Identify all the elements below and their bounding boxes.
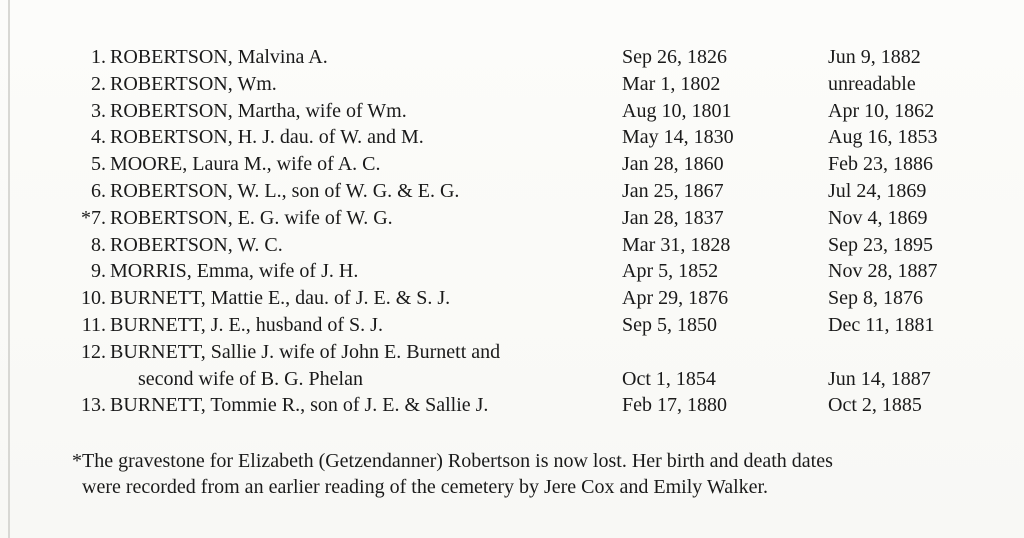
entry-name: ROBERTSON, E. G. wife of W. G. [110,206,393,229]
entry-number: *7. [81,206,106,229]
entry-birth-date: Jan 28, 1860 [622,153,724,176]
entry-death-date: Nov 4, 1869 [828,206,928,229]
footnote [72,448,972,500]
footnote-line-1: *The gravestone for Elizabeth (Getzendanner) Robertson is now lost. Her birth and death dates [72,450,833,472]
entry-number: 11. [81,313,106,336]
entry-number: 13. [81,394,106,417]
entry-birth-date: Sep 26, 1826 [622,46,727,68]
entry-birth-date: Apr 29, 1876 [622,287,729,310]
entry-name: ROBERTSON, Wm. [110,72,277,95]
entry-number: 3. [91,99,106,122]
entry-name: MOORE, Laura M., wife of A. C. [110,153,381,176]
entry-death-date: Nov 28, 1887 [828,260,938,283]
entry-name: MORRIS, Emma, wife of J. H. [110,260,359,283]
entry-death-date: Sep 23, 1895 [828,233,933,256]
list-item [0,205,1024,232]
entry-death-date: unreadable [828,72,916,95]
entry-name: ROBERTSON, W. C. [110,233,283,256]
list-item [0,339,1024,393]
list-item [0,232,1024,259]
entry-number: 6. [91,179,106,202]
entry-birth-date: Aug 10, 1801 [622,99,732,122]
entry-number: 4. [91,126,106,149]
entry-death-date: Oct 2, 1885 [828,394,922,417]
entry-name: BURNETT, Tommie R., son of J. E. & Sallie J. [110,394,489,417]
entry-death-date: Aug 16, 1853 [828,126,938,149]
entry-birth-date: Oct 1, 1854 [622,367,716,390]
entry-death-date: Jul 24, 1869 [828,179,927,202]
entry-birth-date: Jan 25, 1867 [622,179,724,202]
entry-death-date: Sep 8, 1876 [828,287,923,310]
entry-number: 5. [91,153,106,176]
entry-death-date: Feb 23, 1886 [828,153,933,176]
burial-list [0,44,1024,419]
list-item [0,151,1024,178]
list-item [0,312,1024,339]
entry-name: ROBERTSON, Martha, wife of Wm. [110,99,407,122]
entry-death-date: Jun 14, 1887 [828,367,931,390]
list-item [0,98,1024,125]
entry-name-continuation: second wife of B. G. Phelan [138,367,363,390]
entry-birth-date: May 14, 1830 [622,126,734,149]
list-item [0,258,1024,285]
entry-death-date: Jun 9, 1882 [828,46,921,68]
footnote-line-2: were recorded from an earlier reading of the cemetery by Jere Cox and Emily Walker. [82,476,769,498]
entry-number: 12. [81,340,106,363]
entry-birth-date: Feb 17, 1880 [622,394,727,417]
entry-birth-date: Mar 31, 1828 [622,233,731,256]
entry-number: 9. [91,260,106,283]
entry-number: 2. [91,72,106,95]
entry-birth-date: Sep 5, 1850 [622,313,717,336]
entry-name-block [110,339,500,393]
entry-name: BURNETT, J. E., husband of S. J. [110,313,383,336]
list-item [0,71,1024,98]
entry-name: ROBERTSON, Malvina A. [110,46,328,68]
entry-number: 8. [91,233,106,256]
entry-birth-date: Jan 28, 1837 [622,206,724,229]
entry-death-date: Apr 10, 1862 [828,99,935,122]
entry-name: ROBERTSON, H. J. dau. of W. and M. [110,126,424,149]
entry-number: 10. [81,287,106,310]
entry-name: BURNETT, Sallie J. wife of John E. Burnett and [110,340,501,363]
list-item [0,44,1024,71]
list-item [0,178,1024,205]
entry-birth-date: Apr 5, 1852 [622,260,719,283]
list-item [0,392,1024,419]
entry-number: 1. [91,46,106,68]
list-item [0,285,1024,312]
entry-death-date: Dec 11, 1881 [828,313,935,336]
entry-name: BURNETT, Mattie E., dau. of J. E. & S. J. [110,287,451,310]
list-item [0,124,1024,151]
entry-name: ROBERTSON, W. L., son of W. G. & E. G. [110,179,460,202]
entry-birth-date: Mar 1, 1802 [622,72,721,95]
